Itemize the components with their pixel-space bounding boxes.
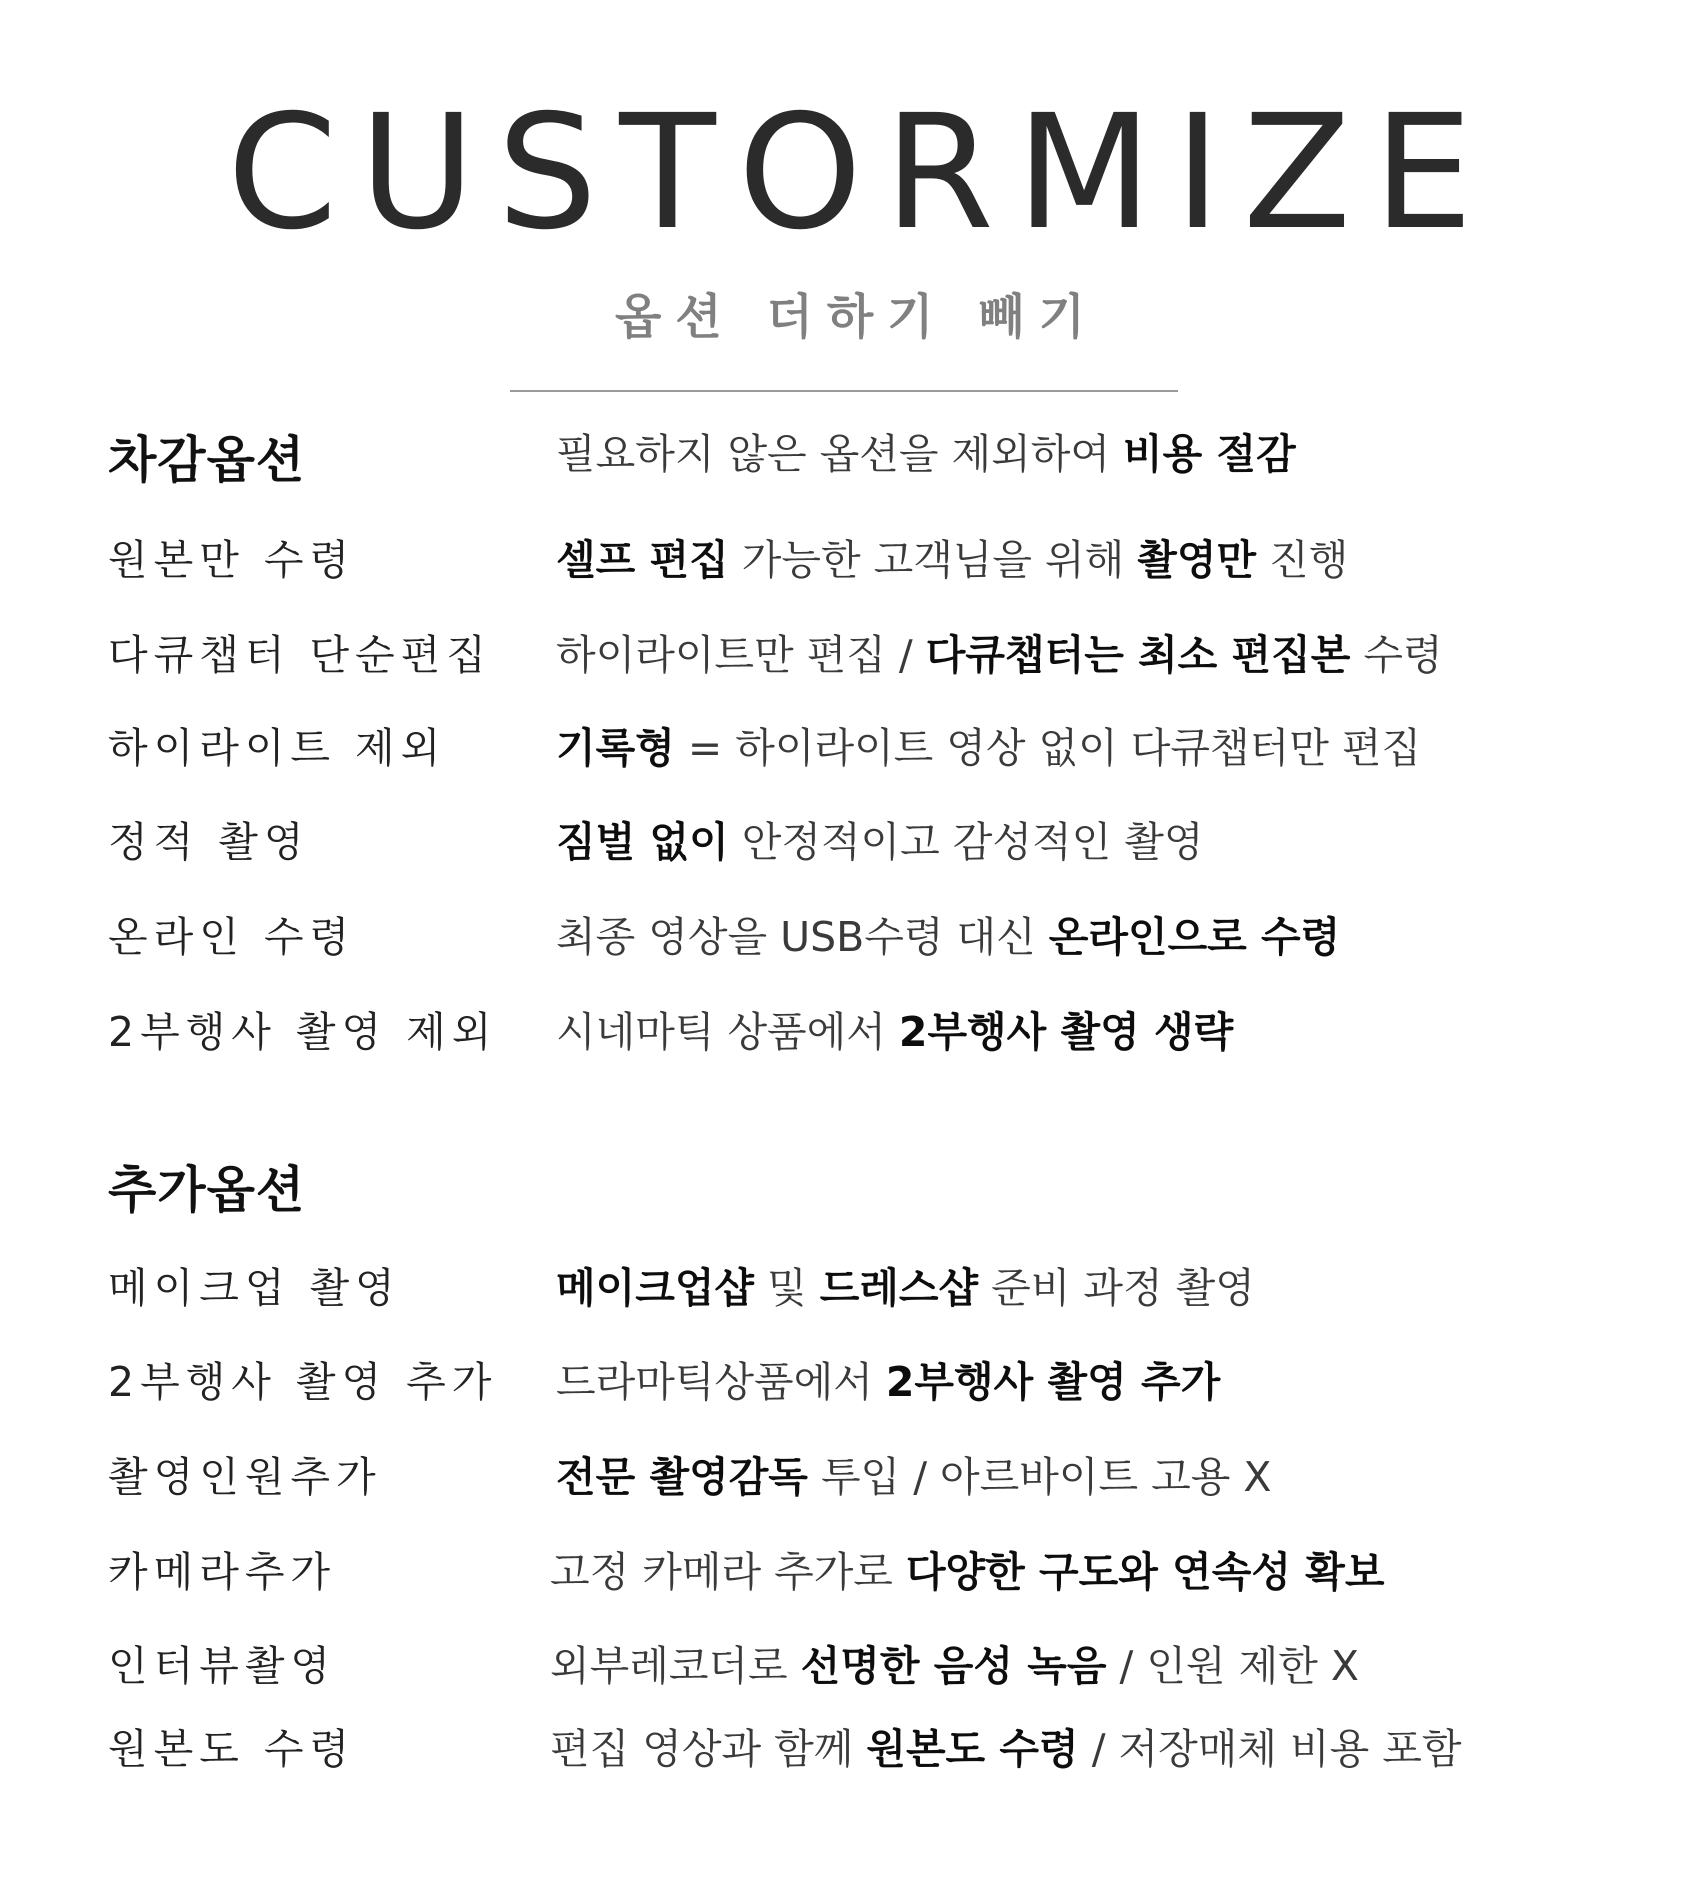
- option-description: [550, 1719, 1461, 1779]
- minus-summary-row: [108, 424, 1668, 484]
- emphasis-text: 온라인으로 수령: [1048, 913, 1341, 961]
- option-row: [108, 812, 1668, 872]
- option-description: [556, 812, 1203, 872]
- option-description: [556, 1352, 1220, 1412]
- description-text: 필요하지 않은 옵션을 제외하여: [556, 430, 1124, 478]
- option-row: [108, 718, 1668, 778]
- option-description: [556, 625, 1443, 685]
- emphasis-text: 다양한 구도와 연속성 확보: [905, 1548, 1385, 1596]
- emphasis-text: 선명한 음성 녹음: [800, 1642, 1107, 1690]
- option-row: [108, 907, 1668, 967]
- emphasis-text: 비용 절감: [1123, 430, 1296, 478]
- description-text: 투입 / 아르바이트 고용 X: [807, 1453, 1272, 1501]
- description-text: 고정 카메라 추가로: [550, 1548, 906, 1596]
- emphasis-text: 기록형: [556, 724, 675, 772]
- description-text: = 하이라이트 영상 없이 다큐챕터만 편집: [674, 724, 1422, 772]
- option-description: [556, 1447, 1271, 1507]
- description-text: 외부레코더로: [550, 1642, 801, 1690]
- description-text: 안정적이고 감성적인 촬영: [728, 818, 1204, 866]
- description-text: / 저장매체 비용 포함: [1078, 1725, 1462, 1773]
- option-row: [108, 1542, 1668, 1602]
- description-text: 준비 과정 촬영: [978, 1264, 1255, 1312]
- option-row: [108, 625, 1668, 685]
- description-text: 시네마틱 상품에서: [556, 1008, 899, 1056]
- emphasis-text: 촬영만: [1137, 536, 1257, 584]
- option-description: [556, 1258, 1255, 1318]
- description-text: 드라마틱상품에서: [556, 1358, 886, 1406]
- option-label: 정적 촬영: [108, 818, 310, 866]
- emphasis-text: 2부행사 촬영 생략: [898, 1008, 1234, 1056]
- description-text: 가능한 고객님을 위해: [728, 536, 1138, 584]
- option-row: [108, 1719, 1668, 1779]
- emphasis-text: 다큐챕터는 최소 편집본: [925, 631, 1351, 679]
- option-label: 원본도 수령: [108, 1725, 356, 1773]
- option-description: [556, 1002, 1233, 1062]
- description-text: 수령: [1350, 631, 1443, 679]
- description-text: 최종 영상을 USB수령 대신: [556, 913, 1049, 961]
- divider: [510, 390, 1178, 392]
- option-description: [556, 907, 1340, 967]
- option-description: [556, 530, 1348, 590]
- option-row: [108, 1447, 1668, 1507]
- option-row: [108, 530, 1668, 590]
- emphasis-text: 드레스샵: [819, 1264, 979, 1312]
- section-title-plus: 추가옵션: [108, 1161, 306, 1219]
- option-label: 하이라이트 제외: [108, 724, 447, 772]
- option-label: 온라인 수령: [108, 913, 356, 961]
- emphasis-text: 2부행사 촬영 추가: [885, 1358, 1221, 1406]
- option-row: [108, 1352, 1668, 1412]
- emphasis-text: 짐벌 없이: [556, 818, 729, 866]
- description-text: 및: [754, 1264, 820, 1312]
- option-description: [550, 1636, 1359, 1696]
- description-text: 하이라이트만 편집 /: [556, 631, 926, 679]
- emphasis-text: 전문 촬영감독: [556, 1453, 808, 1501]
- description-text: 진행: [1256, 536, 1349, 584]
- option-row: [108, 1002, 1668, 1062]
- description-text: / 인원 제한 X: [1106, 1642, 1359, 1690]
- option-label: 메이크업 촬영: [108, 1264, 401, 1312]
- option-description: [550, 1542, 1384, 1602]
- page-subtitle: 옵션 더하기 빼기: [615, 289, 1099, 345]
- option-label: 인터뷰촬영: [108, 1642, 337, 1690]
- option-label: 2부행사 촬영 추가: [108, 1358, 498, 1406]
- emphasis-text: 메이크업샵: [556, 1264, 755, 1312]
- minus-summary: [556, 424, 1296, 484]
- option-row: [108, 1258, 1668, 1318]
- emphasis-text: 셀프 편집: [556, 536, 729, 584]
- option-row: [108, 1636, 1668, 1696]
- option-label: 원본만 수령: [108, 536, 356, 584]
- description-text: 편집 영상과 함께: [550, 1725, 867, 1773]
- option-description: [556, 718, 1421, 778]
- option-label: 다큐챕터 단순편집: [108, 631, 492, 679]
- emphasis-text: 원본도 수령: [866, 1725, 1079, 1773]
- page-title: CUSTORMIZE: [227, 81, 1495, 265]
- option-label: 카메라추가: [108, 1548, 337, 1596]
- section-title-minus: 차감옵션: [108, 431, 306, 489]
- option-label: 2부행사 촬영 제외: [108, 1008, 498, 1056]
- option-label: 촬영인원추가: [108, 1453, 382, 1501]
